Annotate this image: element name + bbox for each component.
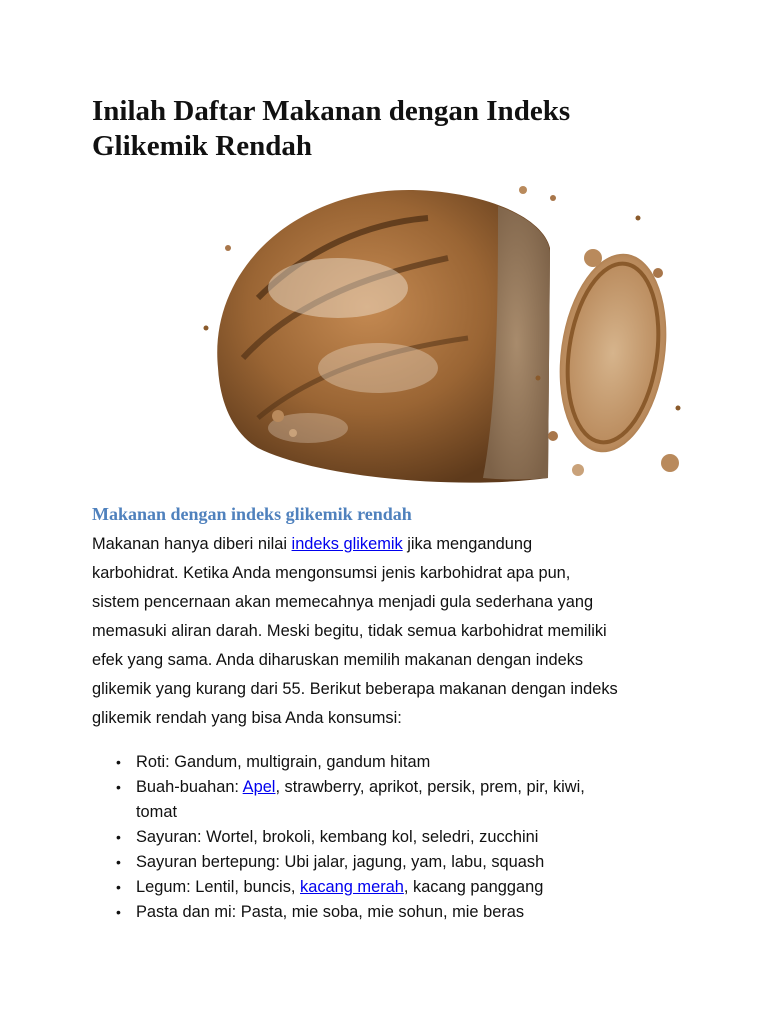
food-list [92, 750, 692, 925]
paragraph-line: karbohidrat. Ketika Anda mengonsumsi jenis karbohidrat apa pun, [92, 564, 571, 582]
paragraph-line: glikemik yang kurang dari 55. Berikut beberapa makanan dengan indeks [92, 680, 618, 698]
list-item-text [136, 775, 692, 825]
bread-loaf-photo-icon [198, 178, 684, 486]
paragraph-text: jika mengandung [402, 535, 533, 553]
list-item [92, 825, 692, 850]
paragraph-line: sistem pencernaan akan memecahnya menjadi gula sederhana yang [92, 593, 594, 611]
list-item-text: Sayuran bertepung: Ubi jalar, jagung, yam, labu, squash [136, 853, 545, 871]
bread-image [198, 178, 684, 486]
section-heading: Makanan dengan indeks glikemik rendah [92, 504, 412, 524]
bullet-icon: • [116, 904, 121, 920]
list-item-label: Buah-buahan: [136, 778, 243, 796]
list-item-text: Pasta dan mi: Pasta, mie soba, mie sohun, mie beras [136, 903, 525, 921]
kacang-merah-link[interactable]: kacang merah [300, 878, 404, 896]
bullet-icon: • [116, 879, 121, 895]
bullet-icon: • [116, 829, 121, 845]
paragraph-line: memasuki aliran darah. Meski begitu, tidak semua karbohidrat memiliki [92, 622, 607, 640]
bullet-icon: • [116, 754, 121, 770]
paragraph-line [92, 530, 692, 559]
indeks-glikemik-link[interactable]: indeks glikemik [291, 535, 403, 553]
list-item-text: Sayuran: Wortel, brokoli, kembang kol, seledri, zucchini [136, 828, 539, 846]
list-item [92, 775, 692, 825]
list-item [92, 875, 692, 900]
list-item-text: Roti: Gandum, multigrain, gandum hitam [136, 753, 431, 771]
list-item-continuation: tomat [136, 803, 177, 821]
list-item [92, 750, 692, 775]
intro-paragraph [92, 530, 692, 733]
list-item-label: Legum: Lentil, buncis, [136, 878, 301, 896]
paragraph-line: efek yang sama. Anda diharuskan memilih makanan dengan indeks [92, 651, 584, 669]
list-item [92, 900, 692, 925]
bullet-icon: • [116, 779, 121, 795]
page-title: Inilah Daftar Makanan dengan Indeks Glikemik Rendah [92, 95, 571, 162]
paragraph-line: glikemik rendah yang bisa Anda konsumsi: [92, 709, 402, 727]
list-item-rest: , kacang panggang [403, 878, 544, 896]
list-item [92, 850, 692, 875]
apel-link[interactable]: Apel [242, 778, 276, 796]
list-item-rest: , strawberry, aprikot, persik, prem, pir, kiwi, [275, 778, 585, 796]
paragraph-text: Makanan hanya diberi nilai [92, 535, 292, 553]
bullet-icon: • [116, 854, 121, 870]
list-item-text [136, 875, 692, 900]
